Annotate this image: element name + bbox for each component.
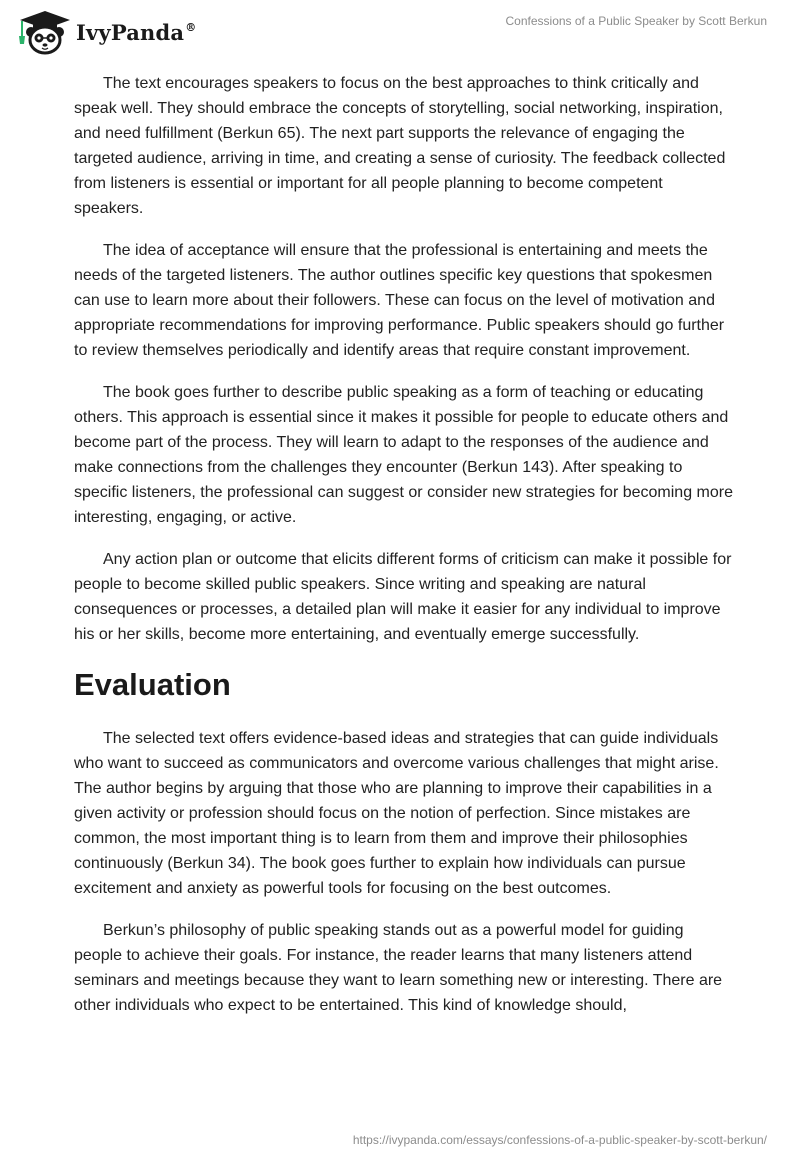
paragraph: The text encourages speakers to focus on the best approaches to think critically and speak well. They should embrace the concepts of storytelling, social networking, inspiration, and need fulfillment (Berkun 65). The next part supports the relevance of engaging the targeted audience, arriving in time, and creating a sense of curiosity. The feedback collected from listeners is essential or important for all people planning to become competent speakers. <box>74 75 726 217</box>
source-url[interactable]: https://ivypanda.com/essays/confessions-of-a-public-speaker-by-scott-berkun/ <box>352 1133 767 1147</box>
document-title: Confessions of a Public Speaker by Scott Berkun <box>505 14 767 28</box>
registered-mark: ® <box>185 21 197 34</box>
essay-body <box>74 71 734 1035</box>
page-header <box>0 0 800 62</box>
section-heading: Evaluation <box>74 667 231 702</box>
paragraph: The book goes further to describe public speaking as a form of teaching or educating others. This approach is essential since it makes it possible for people to educate others and become part of the process. They will learn to adapt to the responses of the audience and make connections from the challenges they encounter (Berkun 143). After speaking to specific listeners, the professional can suggest or consider new strategies for becoming more interesting, engaging, or active. <box>74 384 733 526</box>
paragraph: The idea of acceptance will ensure that the professional is entertaining and meets the needs of the targeted listeners. The author outlines specific key questions that spokesmen can use to learn more about their followers. These can focus on the level of motivation and appropriate recommendations for improving performance. Public speakers should go further to review themselves periodically and identify areas that require constant improvement. <box>74 242 725 359</box>
logo-wordmark <box>76 20 196 45</box>
paragraph: The selected text offers evidence-based ideas and strategies that can guide individuals who want to succeed as communicators and overcome various challenges that might arise. The author begins by arguing that those who are planning to improve their capabilities in a given activity or profession should focus on the notion of perfection. Since mistakes are common, the most important thing is to learn from them and improve their philosophies continuously (Berkun 34). The book goes further to explain how individuals can pursue excitement and anxiety as powerful tools for focusing on the best outcomes. <box>74 730 719 897</box>
panda-graduate-icon <box>14 8 76 56</box>
logo-name: IvyPanda <box>76 20 185 45</box>
ivypanda-logo[interactable] <box>14 8 214 56</box>
paragraph: Any action plan or outcome that elicits different forms of criticism can make it possible for people to become skilled public speakers. Since writing and speaking are natural consequences or processes, a detailed plan will make it easier for any individual to improve his or her skills, become more entertaining, and eventually emerge successfully. <box>74 551 732 643</box>
paragraph: Berkun’s philosophy of public speaking stands out as a powerful model for guiding people to achieve their goals. For instance, the reader learns that many listeners attend seminars and meetings because they want to learn something new or interesting. There are other individuals who expect to be entertained. This kind of knowledge should, <box>74 922 723 1014</box>
